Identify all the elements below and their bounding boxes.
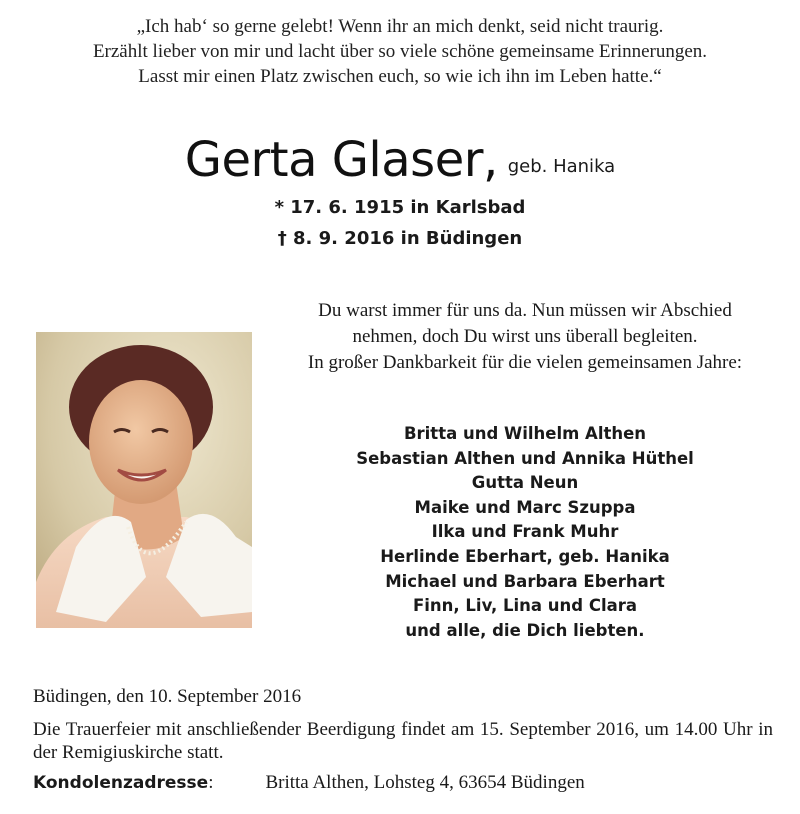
- mourner-entry: und alle, die Dich liebten.: [405, 620, 645, 640]
- portrait-image: [36, 332, 252, 628]
- mourner-entry: Gutta Neun: [471, 473, 579, 493]
- quote-line: Erzählt lieber von mir und lacht über so viele schöne gemeinsame Erinnerungen.: [92, 41, 708, 62]
- birth-name: geb. Hanika: [507, 156, 616, 177]
- farewell-line: Du warst immer für uns da. Nun müssen wir Abschied: [318, 300, 732, 321]
- condolence-address: Britta Althen, Lohsteg 4, 63654 Büdingen: [265, 772, 585, 793]
- deceased-name-line: [0, 132, 800, 188]
- condolence-colon: :: [208, 772, 214, 793]
- mourner-entry: Britta und Wilhelm Althen: [403, 424, 647, 443]
- mourner-entry: Maike und Marc Szuppa: [414, 497, 636, 517]
- farewell-line: nehmen, doch Du wirst uns überall begleiten.: [352, 326, 698, 347]
- portrait-photo: [36, 332, 252, 628]
- mourner-entry: Ilka und Frank Muhr: [431, 522, 619, 542]
- farewell-line: In großer Dankbarkeit für die vielen gemeinsamen Jahre:: [307, 352, 743, 373]
- memorial-quote: [0, 14, 800, 89]
- place-date: Büdingen, den 10. September 2016: [33, 686, 302, 707]
- deceased-name: Gerta Glaser,: [184, 132, 498, 188]
- mourner-entry: Michael und Barbara Eberhart: [385, 571, 665, 591]
- quote-line: „Ich hab‘ so gerne gelebt! Wenn ihr an mich denkt, seid nicht traurig.: [136, 16, 664, 37]
- condolence-label: Kondolenzadresse: [33, 773, 209, 793]
- death-date: † 8. 9. 2016 in Büdingen: [277, 228, 523, 249]
- ceremony-notice: Die Trauerfeier mit anschließender Beerdigung findet am 15. September 2016, um 14.00 Uhr in der Remigiuskirche statt.: [33, 719, 773, 763]
- mourner-entry: Finn, Liv, Lina und Clara: [412, 596, 638, 616]
- quote-line: Lasst mir einen Platz zwischen euch, so wie ich ihn im Leben hatte.“: [138, 66, 662, 87]
- mourner-entry: Herlinde Eberhart, geb. Hanika: [380, 546, 670, 566]
- birth-date: * 17. 6. 1915 in Karlsbad: [274, 197, 526, 218]
- mourner-entry: Sebastian Althen und Annika Hüthel: [356, 448, 694, 468]
- farewell-text: [270, 298, 780, 376]
- condolence-line: [33, 771, 773, 795]
- mourners-list: [345, 422, 705, 643]
